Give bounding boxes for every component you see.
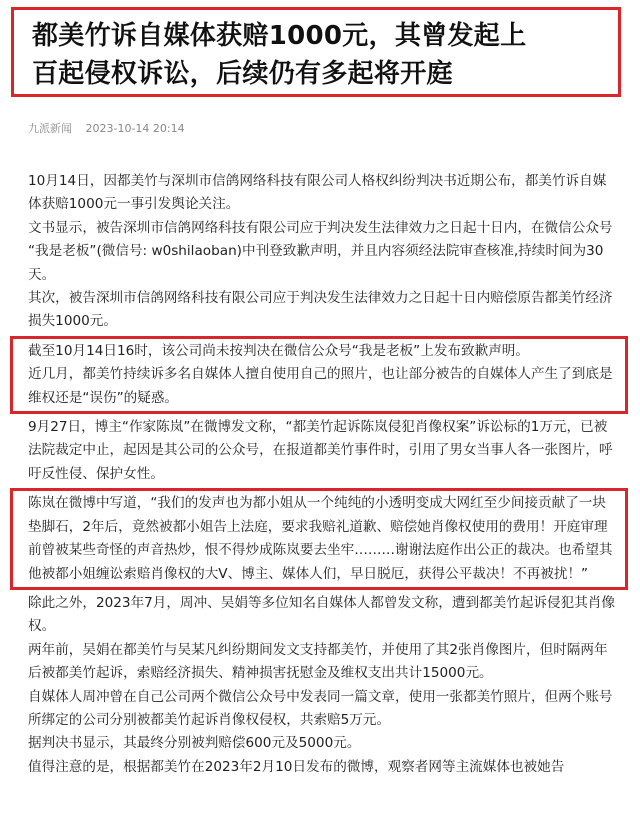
source-name[interactable]: 九派新闻 bbox=[28, 122, 72, 135]
headline-box bbox=[11, 7, 621, 97]
publish-date: 2023-10-14 20:14 bbox=[85, 122, 185, 135]
article-body bbox=[28, 170, 618, 779]
paragraph-12: 值得注意的是，根据都美竹在2023年2月10日发布的微博，观察者网等主流媒体也被她告 bbox=[28, 758, 565, 775]
paragraph-7: 陈岚在微博中写道，“我们的发声也为都小姐从一个纯纯的小透明变成大网红至少间接贡献了一块垫脚石，2年后，竟然被都小姐告上法庭，要求我赔礼道歉、赔偿她肖像权使用的费用！开庭审理前曾被某些奇怪的声音热炒，恨不得炒成陈岚要去坐牢………谢谢法庭作出公正的裁决。也希望其他被都小姐缠讼索赔肖像权的大V、博主、媒体人们，早日脱厄，获得公平裁决！不再被扰！” bbox=[28, 495, 613, 582]
paragraph-2: 文书显示，被告深圳市信鸽网络科技有限公司应于判决发生法律效力之日起十日内，在微信公众号 “我是老板”(微信号: w0shilaoban)中刊登致歉声明，并且内容须经法院审查核准,持续时间为30天。 bbox=[28, 219, 613, 283]
article-meta bbox=[28, 120, 185, 136]
paragraph-10: 自媒体人周冲曾在自己公司两个微信公众号中发表同一篇文章，使用一张都美竹照片，但两个账号所绑定的公司分别被都美竹起诉肖像权侵权，共索赔5万元。 bbox=[28, 688, 613, 728]
paragraph-5: 近几月，都美竹持续诉多名自媒体人擅自使用自己的照片，也让部分被告的自媒体人产生了到底是维权还是“误伤”的疑惑。 bbox=[28, 366, 613, 406]
highlight-box-1 bbox=[10, 336, 628, 414]
paragraph-3: 其次，被告深圳市信鸽网络科技有限公司应于判决发生法律效力之日起十日内赔偿原告都美竹经济损失1000元。 bbox=[28, 290, 613, 330]
headline-line-1: 都美竹诉自媒体获赔1000元，其曾发起上 bbox=[32, 21, 527, 51]
paragraph-9: 两年前，吴娟在都美竹与吴某凡纠纷期间发文支持都美竹，并使用了其2张肖像图片，但时隔两年后被都美竹起诉，索赔经济损失、精神损害抚慰金及维权支出共计15000元。 bbox=[28, 641, 608, 682]
paragraph-8: 除此之外，2023年7月，周冲、吴娟等多位知名自媒体人都曾发文称，遭到都美竹起诉侵犯其肖像权。 bbox=[28, 594, 615, 635]
paragraph-4: 截至10月14日16时，该公司尚未按判决在微信公众号“我是老板”上发布致歉声明。 bbox=[28, 342, 529, 359]
paragraph-11: 据判决书显示，其最终分别被判赔偿600元及5000元。 bbox=[28, 735, 361, 752]
highlight-box-2 bbox=[10, 488, 628, 590]
paragraph-6: 9月27日，博主“作家陈岚”在微博发文称，“都美竹起诉陈岚侵犯肖像权案”诉讼标的1万元，已被法院裁定中止，起因是其公司的公众号，在报道都美竹事件时，引用了男女当事人各一张图片，呼吁反性侵、保护女性。 bbox=[28, 419, 613, 482]
headline-line-2: 百起侵权诉讼，后续仍有多起将开庭 bbox=[32, 59, 453, 89]
paragraph-1: 10月14日，因都美竹与深圳市信鸽网络科技有限公司人格权纠纷判决书近期公布，都美竹诉自媒体获赔1000元一事引发舆论关注。 bbox=[28, 173, 607, 213]
